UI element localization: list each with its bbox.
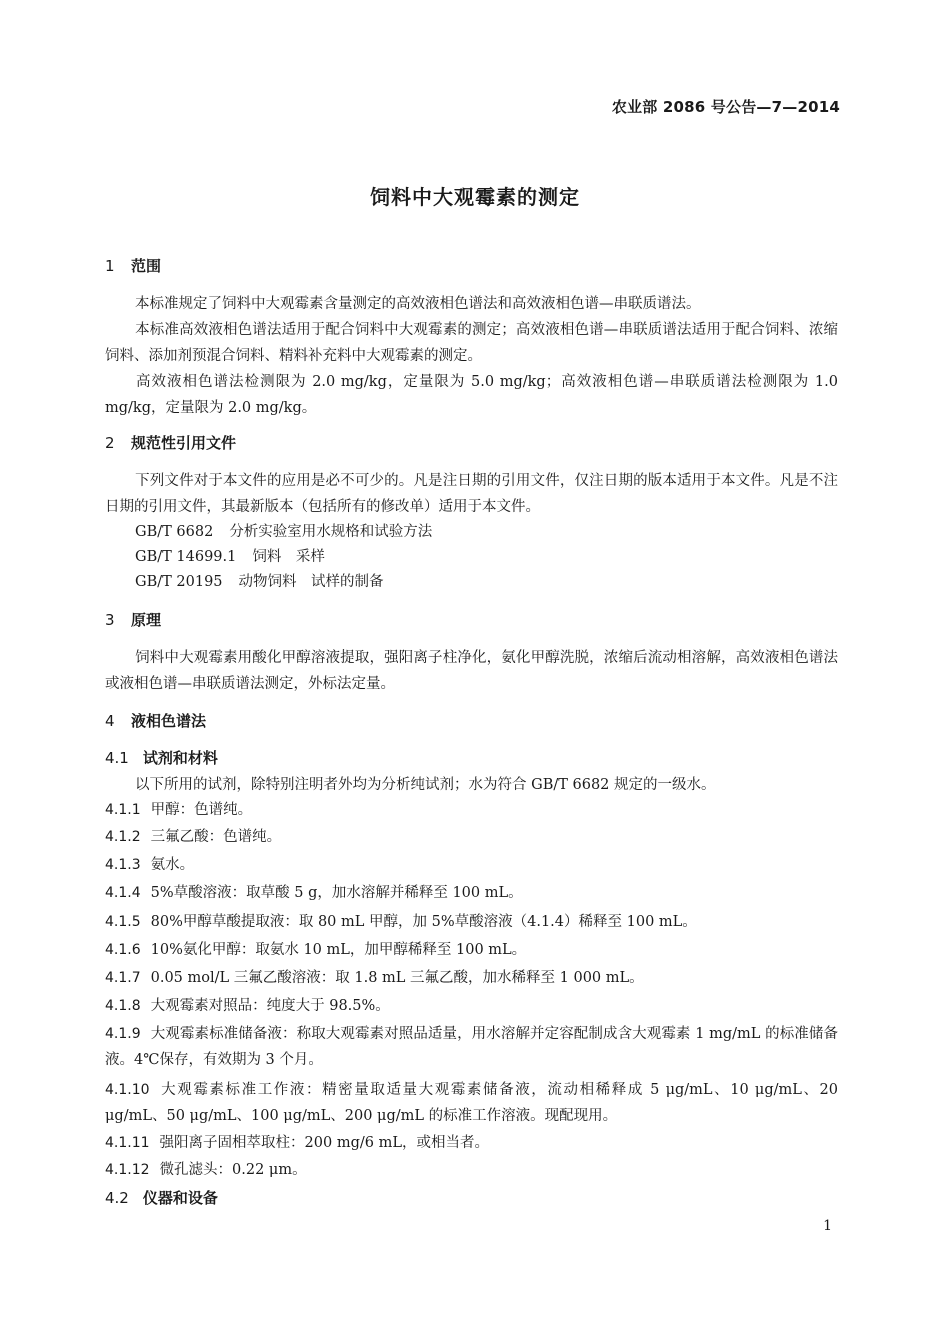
section-title: 规范性引用文件 xyxy=(131,434,237,452)
reagent-item: 4.1.12 微孔滤头：0.22 μm。 xyxy=(105,1162,307,1178)
scope-paragraph-1: 本标准规定了饲料中大观霉素含量测定的高效液相色谱法和高效液相色谱—串联质谱法。 xyxy=(135,296,701,312)
reagent-item: 4.1.1 甲醇：色谱纯。 xyxy=(105,802,253,818)
section-number: 2 xyxy=(105,434,115,452)
reference-entry: GB/T 20195 动物饲料 试样的制备 xyxy=(135,574,384,590)
reference-entry: GB/T 6682 分析实验室用水规格和试验方法 xyxy=(135,524,433,540)
principle-paragraph: 饲料中大观霉素用酸化甲醇溶液提取，强阳离子柱净化，氨化甲醇洗脱，浓缩后流动相溶解，高效液相色谱法或液相色谱—串联质谱法测定，外标法定量。 xyxy=(105,650,838,692)
section-heading-normative xyxy=(105,432,236,453)
subsection-heading-reagents: 4.1 试剂和材料 xyxy=(105,749,218,767)
section-heading-principle xyxy=(105,609,161,630)
reagent-item: 4.1.9 大观霉素标准储备液：称取大观霉素对照品适量，用水溶解并定容配制成含大观霉素 1 mg/mL 的标准储备液。4℃保存，有效期为 3 个月。 xyxy=(105,1026,838,1068)
section-title: 原理 xyxy=(131,611,162,629)
reagent-item: 4.1.10 大观霉素标准工作液：精密量取适量大观霉素储备液，流动相稀释成 5 μg/mL、10 μg/mL、20 μg/mL、50 μg/mL、100 μg/mL、200 μg/mL 的标准工作溶液。现配现用。 xyxy=(105,1082,838,1124)
normative-intro: 下列文件对于本文件的应用是必不可少的。凡是注日期的引用文件，仅注日期的版本适用于本文件。凡是不注日期的引用文件，其最新版本（包括所有的修改单）适用于本文件。 xyxy=(105,473,838,515)
reagent-item: 4.1.7 0.05 mol/L 三氟乙酸溶液：取 1.8 mL 三氟乙酸，加水稀释至 1 000 mL。 xyxy=(105,970,644,986)
reference-entry: GB/T 14699.1 饲料 采样 xyxy=(135,549,325,565)
reagent-item: 4.1.3 氨水。 xyxy=(105,857,195,873)
subsection-heading-instruments: 4.2 仪器和设备 xyxy=(105,1189,218,1207)
section-title: 范围 xyxy=(131,257,162,275)
reagent-item: 4.1.2 三氟乙酸：色谱纯。 xyxy=(105,829,282,845)
reagent-item: 4.1.8 大观霉素对照品：纯度大于 98.5%。 xyxy=(105,998,390,1014)
scope-paragraph-2: 本标准高效液相色谱法适用于配合饲料中大观霉素的测定；高效液相色谱—串联质谱法适用于配合饲料、浓缩饲料、添加剂预混合饲料、精料补充料中大观霉素的测定。 xyxy=(105,322,838,364)
section-number: 1 xyxy=(105,257,115,275)
reagent-item: 4.1.6 10%氨化甲醇：取氨水 10 mL，加甲醇稀释至 100 mL。 xyxy=(105,942,527,958)
section-number: 4 xyxy=(105,712,115,730)
section-title: 液相色谱法 xyxy=(131,712,207,730)
section-number: 3 xyxy=(105,611,115,629)
reagent-item: 4.1.11 强阳离子固相萃取柱：200 mg/6 mL，或相当者。 xyxy=(105,1135,489,1151)
document-id-header: 农业部 2086 号公告—7—2014 xyxy=(611,98,840,116)
reagents-intro: 以下所用的试剂，除特别注明者外均为分析纯试剂；水为符合 GB/T 6682 规定的一级水。 xyxy=(135,777,716,793)
scope-paragraph-3: 高效液相色谱法检测限为 2.0 mg/kg，定量限为 5.0 mg/kg；高效液相色谱—串联质谱法检测限为 1.0 mg/kg，定量限为 2.0 mg/kg。 xyxy=(105,374,838,416)
page-title: 饲料中大观霉素的测定 xyxy=(370,185,580,209)
section-heading-lc-method xyxy=(105,710,206,731)
page-number: 1 xyxy=(823,1218,832,1234)
reagent-item: 4.1.5 80%甲醇草酸提取液：取 80 mL 甲醇，加 5%草酸溶液（4.1.4）稀释至 100 mL。 xyxy=(105,914,697,930)
reagent-item: 4.1.4 5%草酸溶液：取草酸 5 g，加水溶解并稀释至 100 mL。 xyxy=(105,885,523,901)
section-heading-scope xyxy=(105,255,161,276)
